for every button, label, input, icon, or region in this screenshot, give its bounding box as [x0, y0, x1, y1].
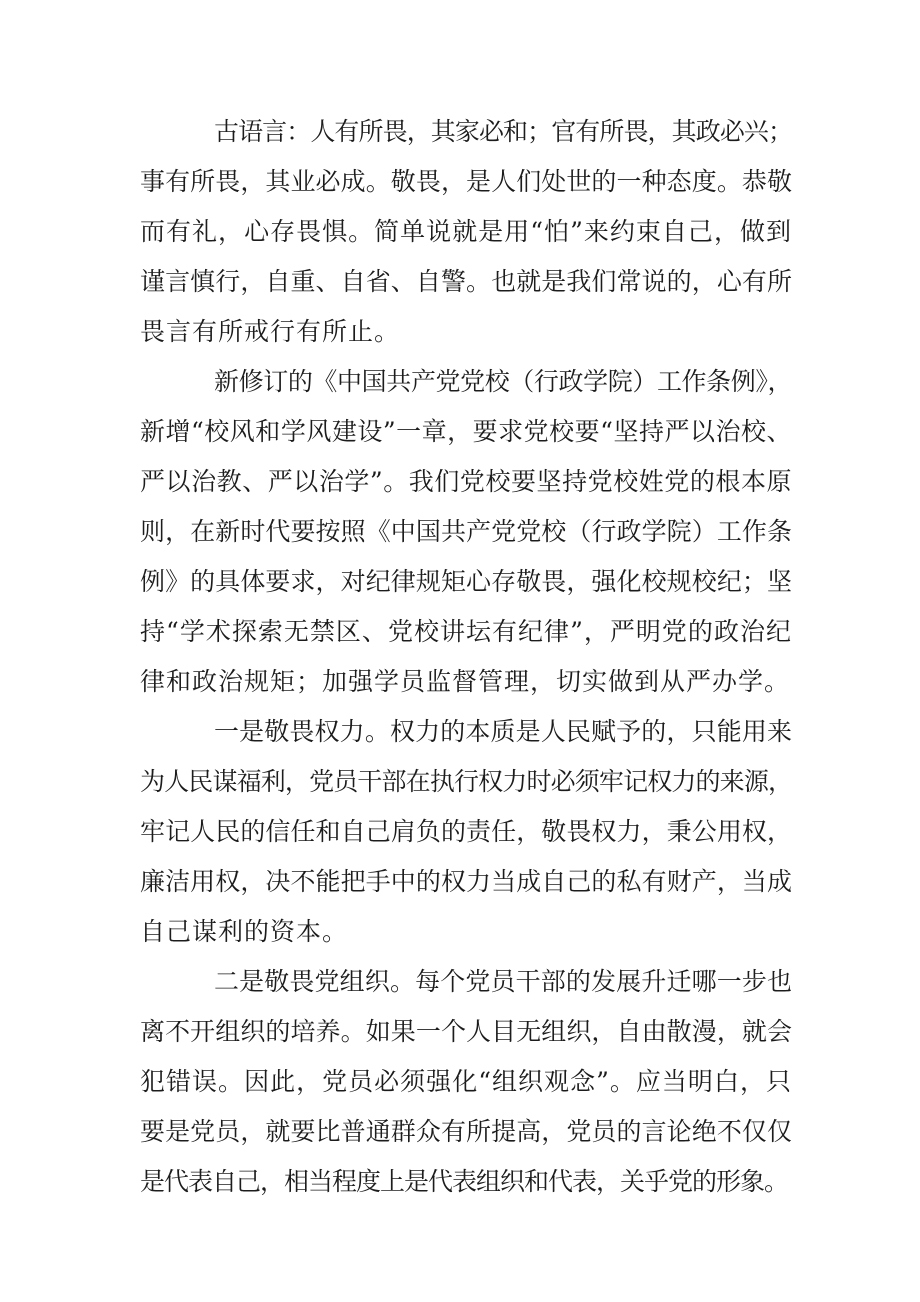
- paragraph-3-line-4: 廉洁用权，决不能把手中的权力当成自己的私有财产，当成: [140, 867, 792, 896]
- paragraph-2-line-4: 则，在新时代要按照《中国共产党党校（行政学院）工作条: [140, 517, 792, 546]
- paragraph-3-line-3: 牢记人民的信任和自己肩负的责任，敬畏权力，秉公用权，: [140, 817, 792, 846]
- paragraph-4-line-5: 是代表自己，相当程度上是代表组织和代表，关乎党的形象。: [140, 1167, 789, 1196]
- paragraph-4-line-2: 离不开组织的培养。如果一个人目无组织，自由散漫，就会: [140, 1017, 792, 1046]
- paragraph-1-line-2: 事有所畏，其业必成。敬畏，是人们处世的一种态度。恭敬: [140, 167, 792, 196]
- paragraph-4-line-4: 要是党员，就要比普通群众有所提高，党员的言论绝不仅仅: [140, 1117, 792, 1146]
- paragraph-1-line-1: 古语言：人有所畏，其家必和；官有所畏，其政必兴；: [214, 117, 792, 146]
- paragraph-3-line-2: 为人民谋福利，党员干部在执行权力时必须牢记权力的来源，: [140, 767, 792, 796]
- paragraph-2-line-1: 新修订的《中国共产党党校（行政学院）工作条例》，: [214, 367, 792, 396]
- paragraph-2-line-6: 持“学术探索无禁区、党校讲坛有纪律”，严明党的政治纪: [140, 617, 792, 646]
- paragraph-2-line-3: 严以治教、严以治学”。我们党校要坚持党校姓党的根本原: [140, 467, 792, 496]
- paragraph-3-line-1: 一是敬畏权力。权力的本质是人民赋予的，只能用来: [214, 717, 792, 746]
- paragraph-1-line-3: 而有礼，心存畏惧。简单说就是用“怕”来约束自己，做到: [140, 217, 792, 246]
- paragraph-4-line-3: 犯错误。因此，党员必须强化“组织观念”。应当明白，只: [140, 1067, 792, 1096]
- paragraph-1-line-5: 畏言有所戒行有所止。: [140, 317, 401, 346]
- paragraph-2-line-2: 新增“校风和学风建设”一章，要求党校要“坚持严以治校、: [140, 417, 792, 446]
- paragraph-1-line-4: 谨言慎行，自重、自省、自警。也就是我们常说的，心有所: [140, 267, 792, 296]
- paragraph-2-line-7: 律和政治规矩；加强学员监督管理，切实做到从严办学。: [140, 667, 791, 696]
- paragraph-3-line-5: 自己谋利的资本。: [140, 917, 349, 946]
- paragraph-2-line-5: 例》的具体要求，对纪律规矩心存敬畏，强化校规校纪；坚: [140, 567, 792, 596]
- paragraph-4-line-1: 二是敬畏党组织。每个党员干部的发展升迁哪一步也: [214, 967, 792, 996]
